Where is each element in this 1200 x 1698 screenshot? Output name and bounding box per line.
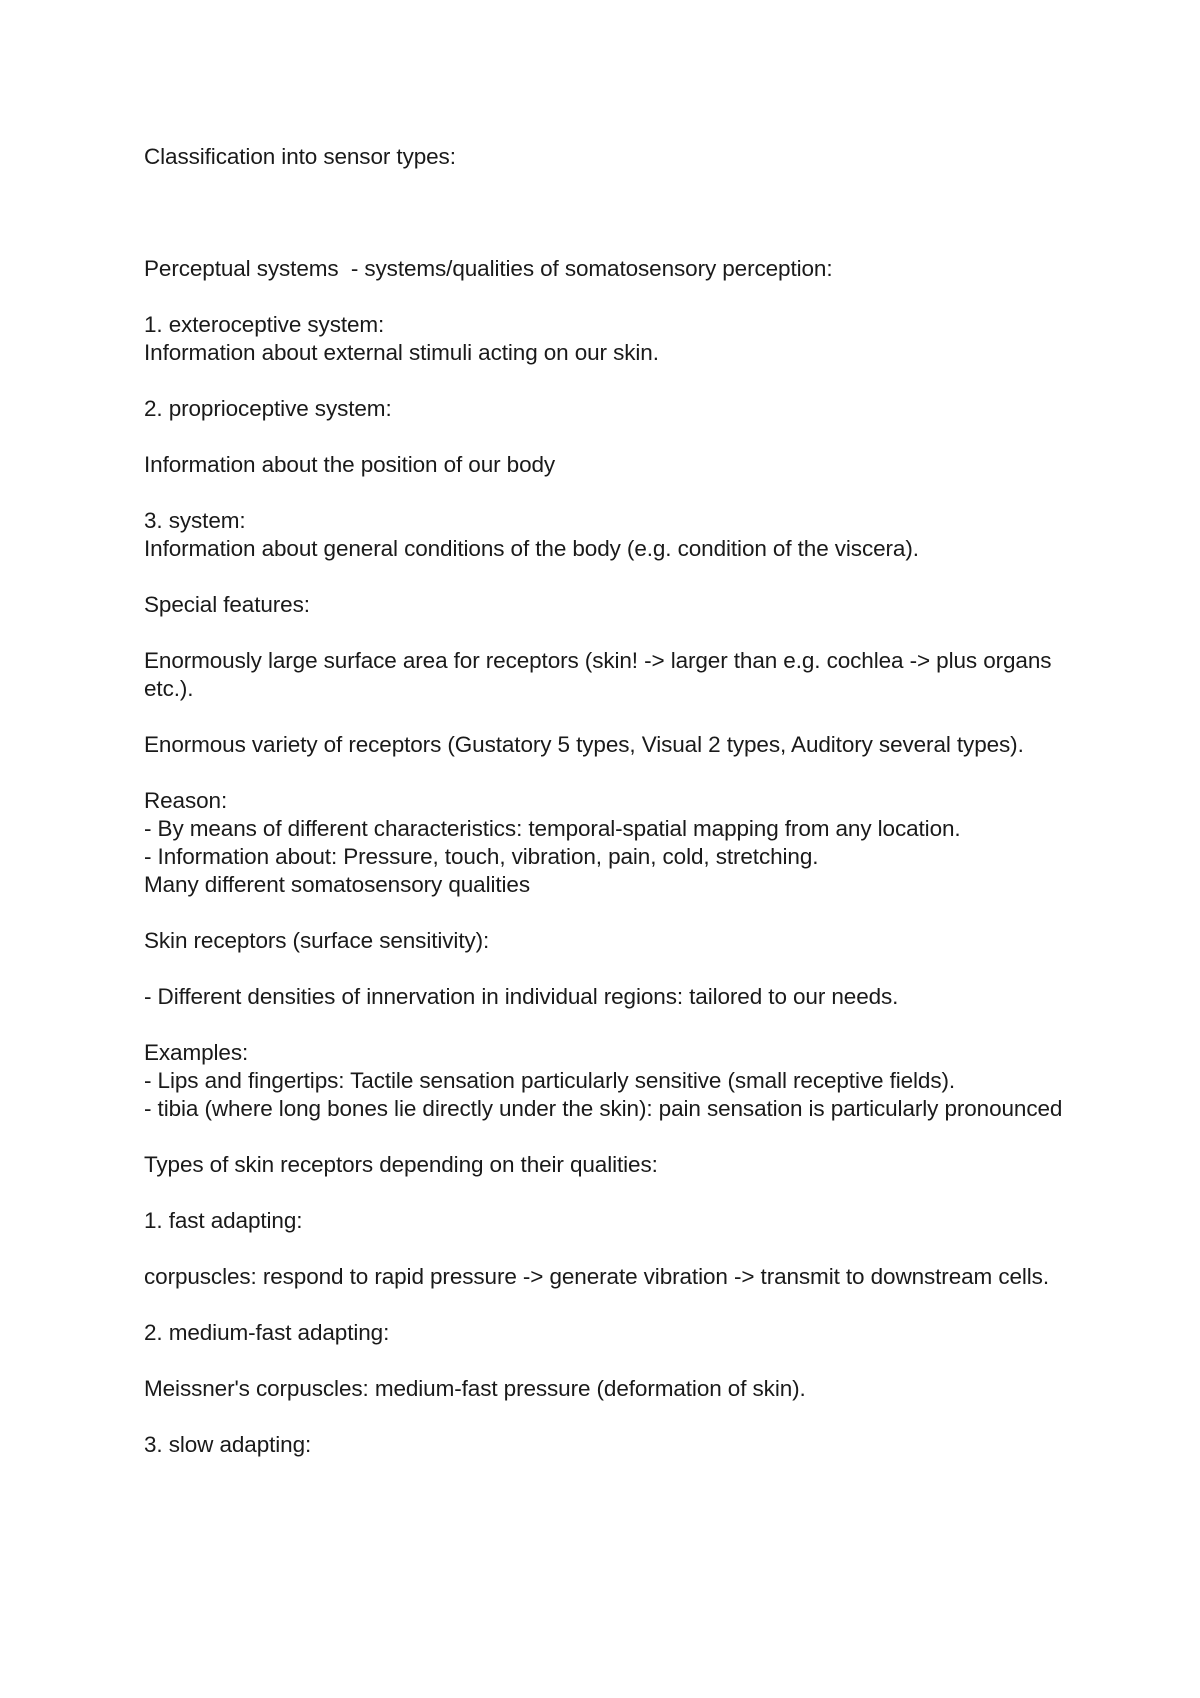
reason-item-information: - Information about: Pressure, touch, vibration, pain, cold, stretching.: [144, 844, 819, 869]
adapting-desc-fast: corpuscles: respond to rapid pressure -> generate vibration -> transmit to downstream cells.: [144, 1264, 1049, 1289]
reason-item-qualities: Many different somatosensory qualities: [144, 872, 530, 897]
system-desc-exteroceptive: Information about external stimuli acting on our skin.: [144, 340, 659, 365]
reason-item-characteristics: - By means of different characteristics: temporal-spatial mapping from any location.: [144, 816, 961, 841]
adapting-desc-medium: Meissner's corpuscles: medium-fast pressure (deformation of skin).: [144, 1376, 806, 1401]
reason-heading: Reason:: [144, 788, 228, 813]
adapting-title-fast: 1. fast adapting:: [144, 1208, 303, 1233]
document-body: [144, 143, 1064, 1459]
system-title-third: 3. system:: [144, 508, 246, 533]
system-title-exteroceptive: 1. exteroceptive system:: [144, 312, 385, 337]
adapting-title-slow: 3. slow adapting:: [144, 1432, 312, 1457]
special-features-heading: Special features:: [144, 592, 310, 617]
adapting-title-medium: 2. medium-fast adapting:: [144, 1320, 390, 1345]
perceptual-systems-intro: Perceptual systems - systems/qualities of somatosensory perception:: [144, 256, 833, 281]
examples-heading: Examples:: [144, 1040, 249, 1065]
system-title-proprioceptive: 2. proprioceptive system:: [144, 396, 392, 421]
skin-receptors-item: - Different densities of innervation in individual regions: tailored to our needs.: [144, 984, 899, 1009]
types-heading: Types of skin receptors depending on their qualities:: [144, 1152, 658, 1177]
section-heading-classification: Classification into sensor types:: [144, 144, 456, 169]
system-desc-proprioceptive: Information about the position of our body: [144, 452, 556, 477]
skin-receptors-heading: Skin receptors (surface sensitivity):: [144, 928, 490, 953]
special-feature-variety: Enormous variety of receptors (Gustatory 5 types, Visual 2 types, Auditory several types).: [144, 732, 1024, 757]
example-lips-fingertips: - Lips and fingertips: Tactile sensation particularly sensitive (small receptive fields).: [144, 1068, 956, 1093]
example-tibia: - tibia (where long bones lie directly under the skin): pain sensation is particularly pronounced: [144, 1096, 1063, 1121]
special-feature-surface-area: Enormously large surface area for receptors (skin! -> larger than e.g. cochlea -> plus organs etc.).: [144, 648, 1058, 701]
system-desc-third: Information about general conditions of the body (e.g. condition of the viscera).: [144, 536, 919, 561]
